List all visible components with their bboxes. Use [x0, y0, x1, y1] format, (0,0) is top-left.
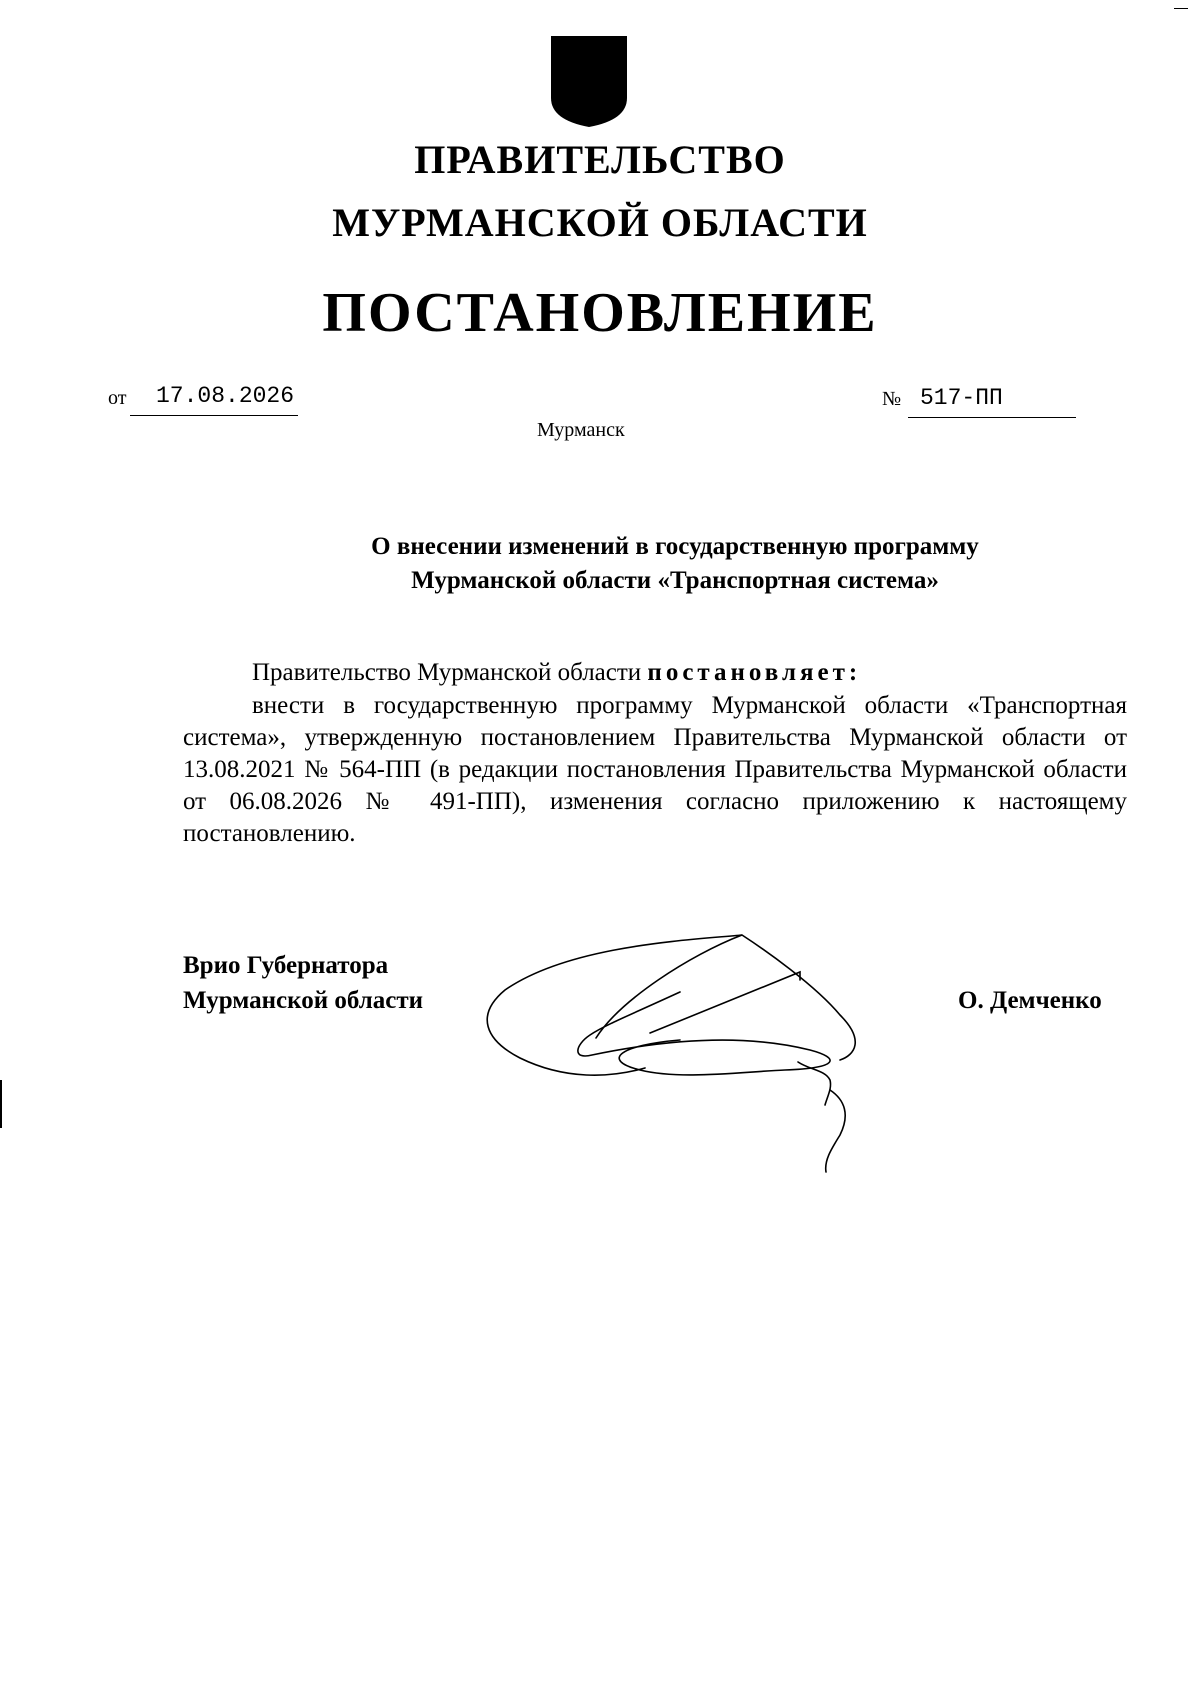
signatory-title-line1: Врио Губернатора — [183, 952, 389, 979]
city: Мурманск — [537, 419, 625, 441]
signatory-title-line2: Мурманской области — [183, 987, 424, 1014]
decree-word: постановляет: — [647, 659, 862, 686]
decree-intro — [252, 657, 861, 689]
decree-text: внести в государственную программу Мурманской области «Транспортная система», утвержденную постановлением Правительства Мурманской области от 13.08.2021 № 564-ПП (в редакции постановления Правительства Мурманской области от 06.08.2026 № 491-ПП), изменения согласно приложению к настоящему постановлению. — [183, 692, 1127, 847]
subject-line2: Мурманской области «Транспортная система» — [411, 567, 939, 594]
decree-intro-text: Правительство Мурманской области — [252, 659, 642, 686]
date-prefix: от — [108, 387, 127, 409]
org-name-line1: ПРАВИТЕЛЬСТВО — [414, 137, 786, 182]
coat-of-arms-icon — [549, 36, 629, 128]
document-number: 517-ПП — [920, 385, 1003, 411]
document-type: ПОСТАНОВЛЕНИЕ — [322, 282, 878, 344]
signatory-name: О. Демченко — [958, 987, 1102, 1014]
number-field — [908, 385, 1076, 418]
scan-edge-mark — [0, 1080, 2, 1128]
number-prefix: № — [882, 388, 902, 410]
scan-corner-mark — [1174, 8, 1188, 9]
document-date: 17.08.2026 — [156, 383, 295, 409]
date-field — [130, 383, 298, 416]
subject-line1: О внесении изменений в государственную программу — [371, 533, 979, 560]
handwritten-signature — [480, 920, 880, 1180]
org-name-line2: МУРМАНСКОЙ ОБЛАСТИ — [332, 200, 868, 245]
